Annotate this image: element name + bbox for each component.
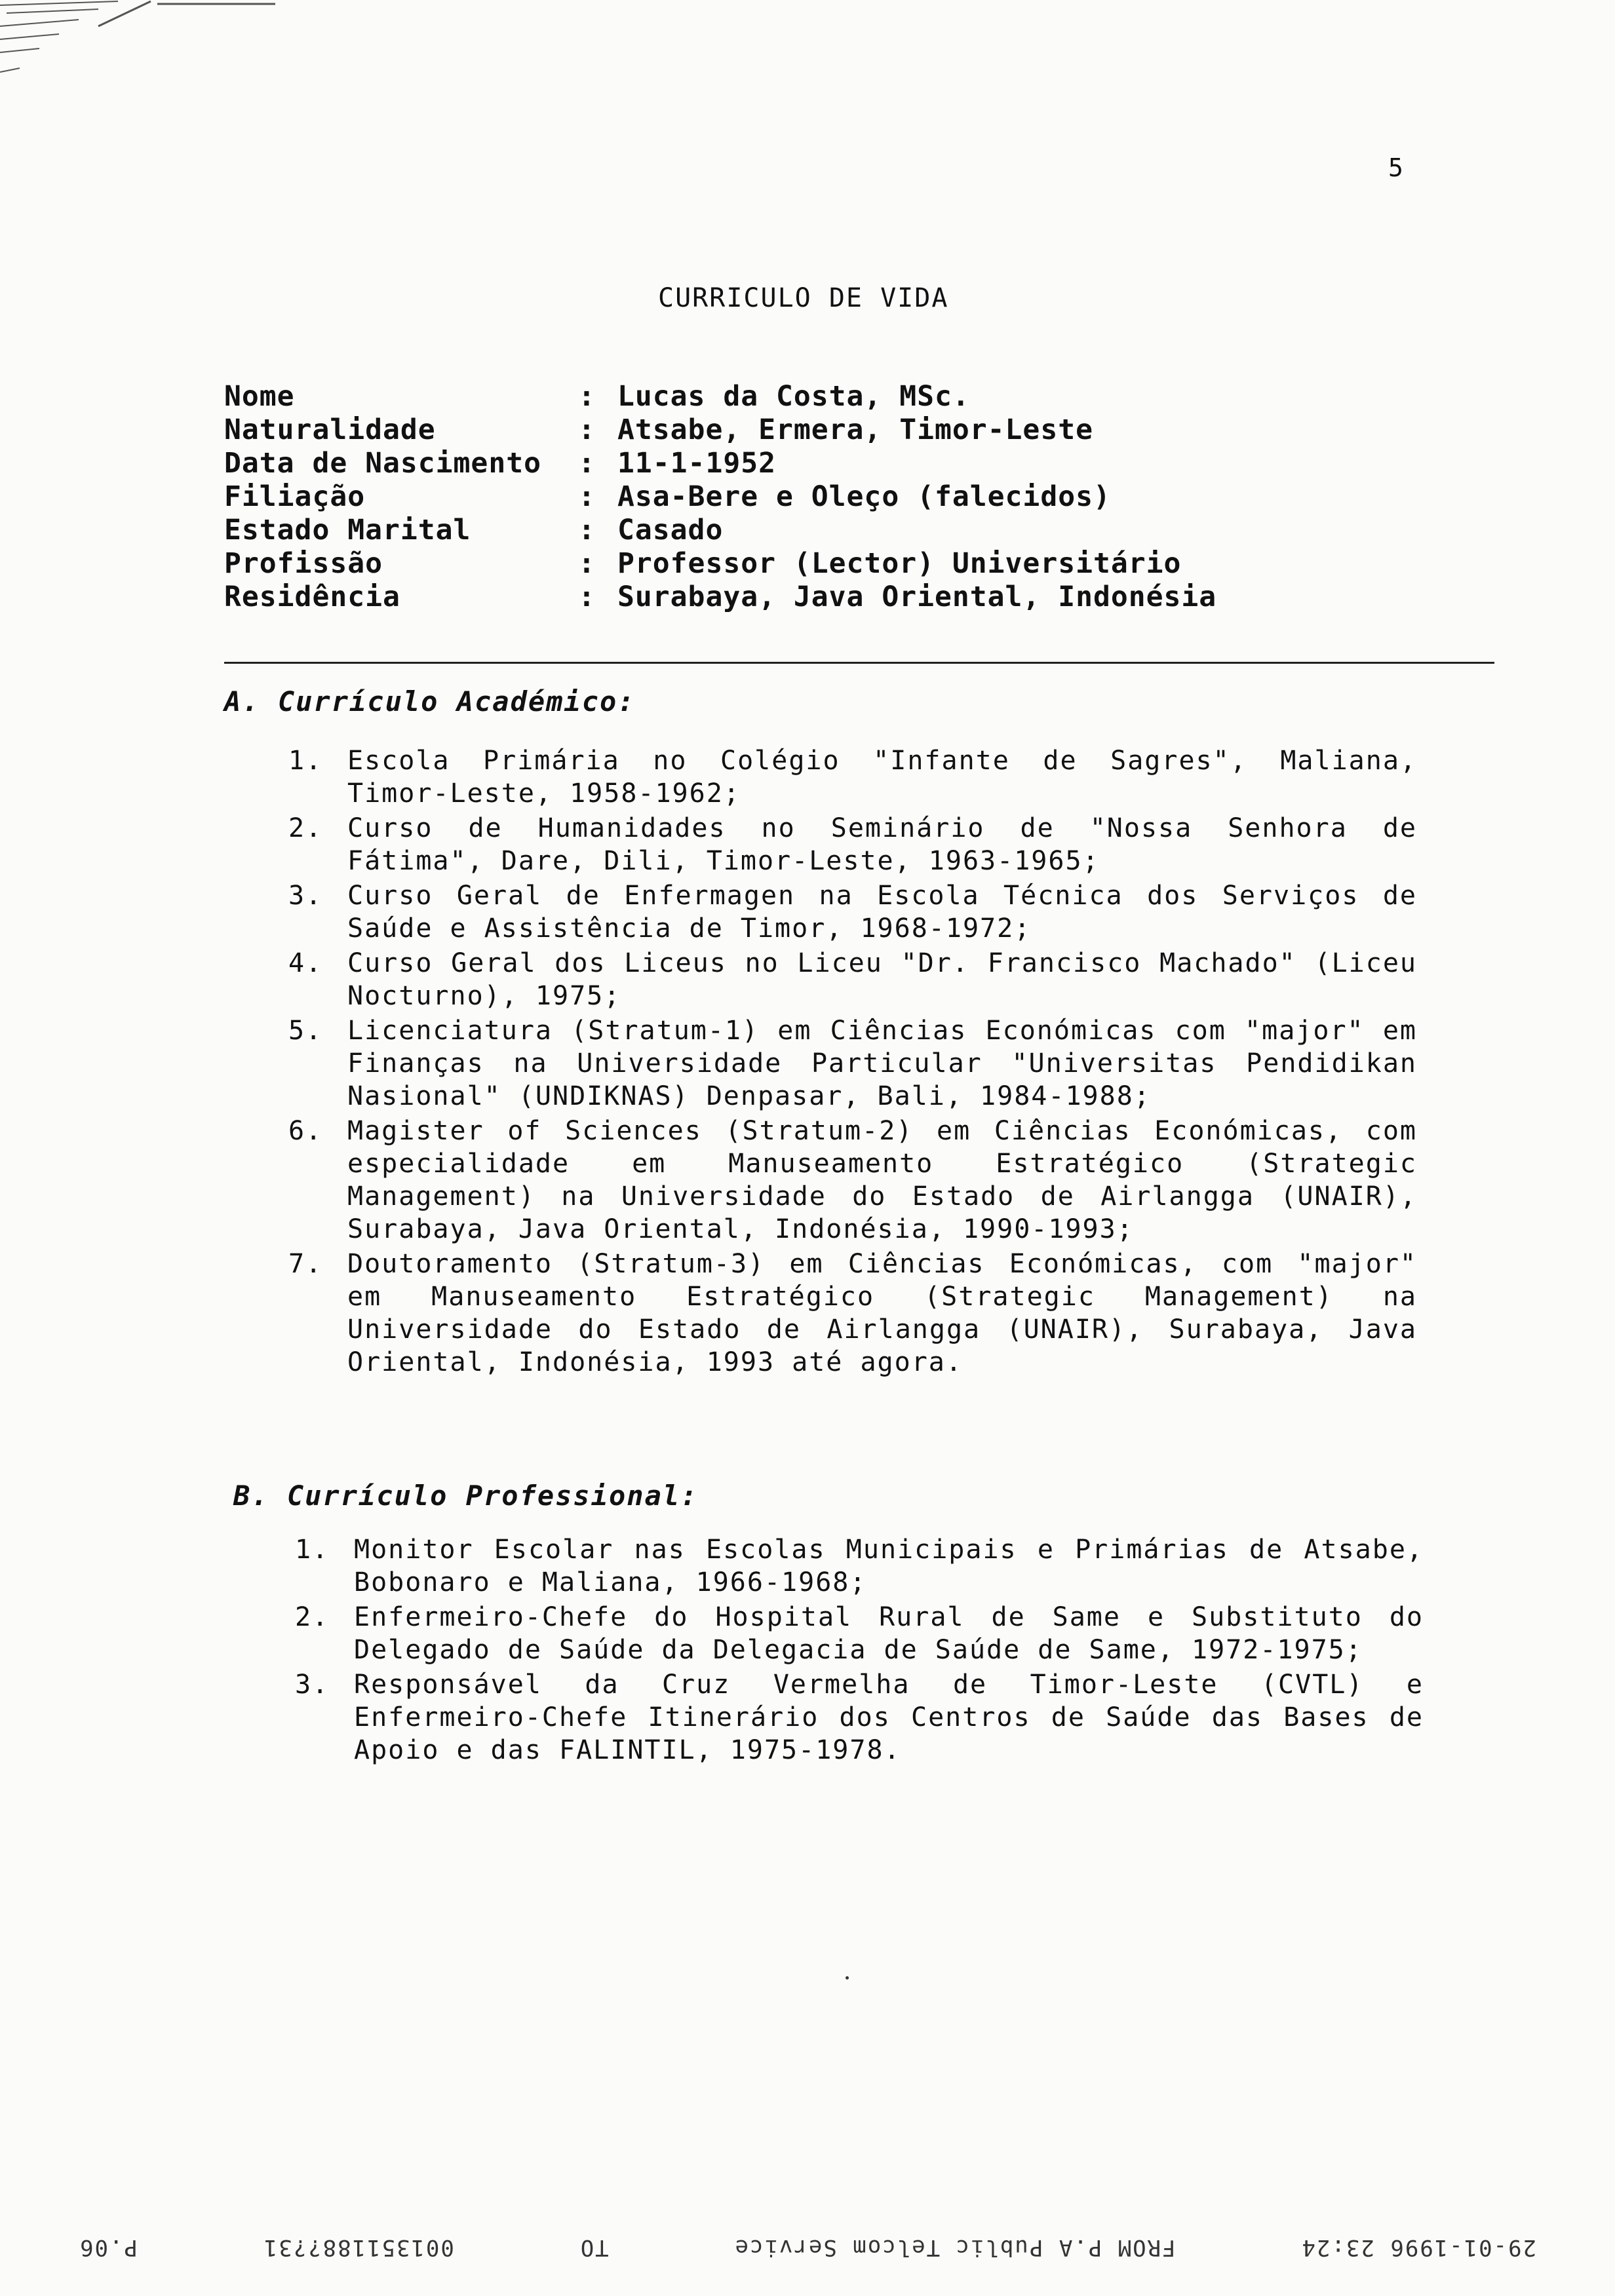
list-item [288,1014,1417,1113]
item-text: Curso Geral de Enfermagen na Escola Técnica dos Serviços de Saúde e Assistência de Timor, 1968-1972; [347,881,1417,944]
info-row-estado-marital [224,514,1338,547]
info-value: Casado [617,514,724,546]
fax-footer-text [79,2234,1536,2261]
item-text: Curso Geral dos Liceus no Liceu "Dr. Francisco Machado" (Liceu Nocturno), 1975; [347,948,1417,1011]
item-text: Monitor Escolar nas Escolas Municipais e Primárias de Atsabe, Bobonaro e Maliana, 1966-1968; [354,1535,1424,1598]
scan-artifact [0,0,275,105]
info-value: Atsabe, Ermera, Timor-Leste [617,413,1093,446]
item-number: 4. [288,948,323,978]
info-separator: : [578,581,596,613]
fax-number: 001351188??31 [262,2234,454,2261]
info-row-residencia [224,581,1338,614]
info-label: Profissão [224,547,383,580]
academic-list [288,744,1417,1381]
list-item [288,1115,1417,1246]
fax-page: P.06 [79,2234,138,2261]
item-text: Enfermeiro-Chefe do Hospital Rural de Same e Substituto do Delegado de Saúde da Delegacia de Saúde de Same, 1972-1975; [354,1602,1424,1665]
item-number: 1. [295,1535,330,1565]
item-text: Responsável da Cruz Vermelha de Timor-Leste (CVTL) e Enfermeiro-Chefe Itinerário dos Centros de Saúde das Bases de Apoio e das FALINTIL, 1975-1978. [354,1670,1424,1765]
info-separator: : [578,380,596,413]
section-a-heading: A. Currículo Académico: [224,685,636,718]
info-row-data-nascimento [224,447,1338,480]
info-value: Asa-Bere e Oleço (falecidos) [617,480,1111,513]
personal-info [224,380,1338,614]
list-item [288,1248,1417,1379]
info-label: Naturalidade [224,413,436,446]
fax-to: TO [579,2234,609,2261]
item-text: Curso de Humanidades no Seminário de "Nossa Senhora de Fátima", Dare, Dili, Timor-Leste, 1963-1965; [347,813,1417,876]
info-separator: : [578,514,596,546]
item-number: 3. [288,881,323,911]
item-number: 3. [295,1670,330,1700]
info-separator: : [578,447,596,480]
item-number: 2. [288,813,323,843]
list-item [295,1668,1424,1767]
item-number: 2. [295,1602,330,1632]
fax-footer [0,2234,1615,2274]
item-number: 1. [288,746,323,776]
list-item [295,1601,1424,1666]
info-row-profissao [224,547,1338,581]
list-item [295,1533,1424,1599]
document-title: CURRICULO DE VIDA [658,283,949,313]
item-number: 5. [288,1016,323,1046]
list-item [288,947,1417,1012]
info-separator: : [578,547,596,580]
info-row-naturalidade [224,413,1338,447]
scan-speck [846,1976,849,1980]
info-row-nome [224,380,1338,413]
info-label: Residência [224,581,400,613]
info-separator: : [578,413,596,446]
info-value: Lucas da Costa, MSc. [617,380,970,413]
list-item [288,812,1417,877]
list-item [288,879,1417,945]
list-item [288,744,1417,810]
info-label: Data de Nascimento [224,447,541,480]
fax-datetime: 29-01-1996 23:24 [1300,2234,1536,2261]
item-text: Doutoramento (Stratum-3) em Ciências Económicas, com "major" em Manuseamento Estratégico (Strategic Management) na Universidade do Estado de Airlangga (UNAIR), Surabaya, Java Oriental, Indonésia, 1993 até agora. [347,1249,1417,1377]
info-value: Surabaya, Java Oriental, Indonésia [617,581,1217,613]
info-separator: : [578,480,596,513]
item-text: Magister of Sciences (Stratum-2) em Ciências Económicas, com especialidade em Manuseamento Estratégico (Strategic Management) na Universidade do Estado de Airlangga (UNAIR), Surabaya, Java Oriental, Indonésia, 1990-1993; [347,1116,1417,1244]
fax-from: FROM P.A Public Telcom Service [733,2234,1176,2261]
info-label: Nome [224,380,295,413]
info-row-filiacao [224,480,1338,514]
item-number: 6. [288,1116,323,1146]
page-number: 5 [1388,153,1403,182]
section-b-heading: B. Currículo Professional: [233,1480,699,1512]
item-number: 7. [288,1249,323,1279]
section-divider [224,662,1494,664]
info-label: Filiação [224,480,366,513]
info-value: Professor (Lector) Universitário [617,547,1182,580]
professional-list [295,1533,1424,1769]
info-value: 11-1-1952 [617,447,776,480]
info-label: Estado Marital [224,514,471,546]
item-text: Escola Primária no Colégio "Infante de Sagres", Maliana, Timor-Leste, 1958-1962; [347,746,1417,809]
item-text: Licenciatura (Stratum-1) em Ciências Económicas com "major" em Finanças na Universidade Particular "Universitas Pendidikan Nasional" (UNDIKNAS) Denpasar, Bali, 1984-1988; [347,1016,1417,1111]
